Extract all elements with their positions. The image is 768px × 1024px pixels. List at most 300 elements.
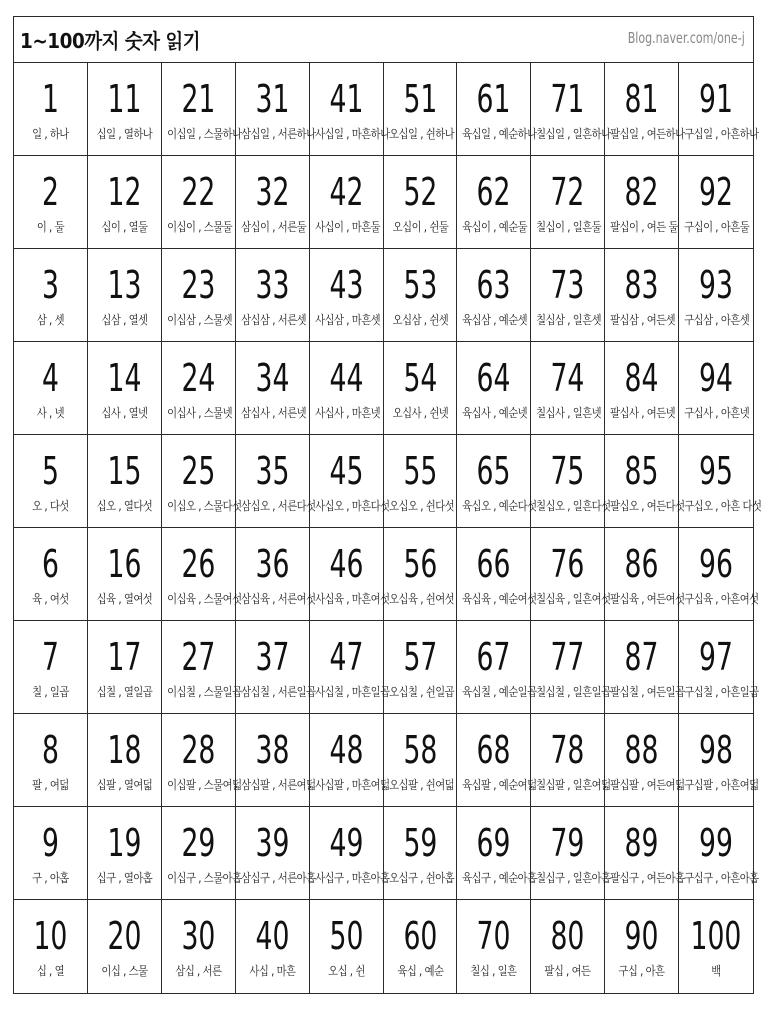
number-cell [236,528,316,621]
number-cell [531,249,605,342]
number-reading: 오십 , 쉰 [327,964,365,978]
number-value: 77 [550,635,585,679]
number-cell [14,342,88,435]
number-cell [14,528,88,621]
number-cell [457,63,537,156]
number-reading: 사십이 , 마흔둘 [314,220,380,234]
number-value: 93 [699,263,734,307]
number-cell [310,528,390,621]
number-value: 55 [402,449,437,493]
number-value: 48 [329,728,364,772]
number-reading: 육십일 , 예순하나 [462,127,537,141]
number-value: 35 [255,449,290,493]
number-reading: 사십사 , 마흔넷 [314,406,380,420]
number-reading: 오십오 , 쉰다섯 [388,499,454,513]
number-reading: 칠 , 일곱 [32,685,69,699]
number-cell [531,900,605,993]
number-reading: 삼십팔 , 서른여덟 [240,778,316,792]
number-reading: 육십팔 , 예순여덟 [462,778,537,792]
number-value: 58 [402,728,437,772]
number-reading: 이 , 둘 [36,220,65,234]
number-value: 53 [402,263,437,307]
number-value: 56 [402,542,437,586]
number-reading: 사십구 , 마흔아홉 [314,871,390,885]
number-reading: 삼십삼 , 서른셋 [240,313,306,327]
number-value: 79 [550,821,585,865]
number-cell [679,342,753,435]
number-cell [605,714,685,807]
number-reading: 구십팔 , 아흔여덟 [684,778,759,792]
number-value: 19 [107,821,142,865]
number-value: 33 [255,263,290,307]
number-reading: 삼십오 , 서른다섯 [240,499,316,513]
number-reading: 팔십오 , 여든다섯 [610,499,685,513]
number-reading: 이십팔 , 스물여덟 [166,778,242,792]
number-reading: 칠십팔 , 일흔여덟 [536,778,611,792]
number-value: 61 [476,77,511,121]
number-reading: 사십 , 마흔 [249,964,296,978]
number-value: 45 [329,449,364,493]
number-reading: 육 , 여섯 [32,592,69,606]
number-value: 96 [699,542,734,586]
number-value: 65 [476,449,511,493]
number-reading: 십칠 , 열일곱 [96,685,153,699]
number-value: 10 [33,914,68,958]
number-cell [236,249,310,342]
number-value: 50 [329,914,364,958]
number-value: 89 [624,821,659,865]
number-reading: 이십 , 스물 [101,964,148,978]
number-value: 64 [476,356,511,400]
number-cell [679,63,759,156]
number-cell [14,63,88,156]
number-reading: 오십사 , 쉰넷 [392,406,448,420]
number-cell [531,714,611,807]
number-value: 54 [402,356,437,400]
number-cell [310,621,390,714]
number-cell [310,714,390,807]
number-grid [14,63,762,993]
number-cell [384,714,458,807]
number-value: 22 [181,170,216,214]
number-reading: 칠십육 , 일흔여섯 [536,592,611,606]
number-value: 68 [476,728,511,772]
number-value: 41 [329,77,364,121]
number-reading: 팔십구 , 여든아홉 [610,871,685,885]
number-reading: 십삼 , 열셋 [101,313,148,327]
number-reading: 구십오 , 아흔 다섯 [684,499,762,513]
number-value: 13 [107,263,142,307]
number-cell [162,807,242,900]
number-reading: 십 , 열 [36,964,65,978]
number-reading: 십팔 , 열여덟 [96,778,153,792]
number-value: 52 [402,170,437,214]
number-cell [162,435,242,528]
number-value: 44 [329,356,364,400]
number-cell [605,528,685,621]
number-reading: 이십오 , 스물다섯 [166,499,242,513]
number-cell [457,714,537,807]
number-value: 42 [329,170,364,214]
number-value: 4 [41,356,59,400]
number-reading: 팔십칠 , 여든일곱 [610,685,685,699]
number-value: 82 [624,170,659,214]
number-cell [605,807,685,900]
number-reading: 사십삼 , 마흔셋 [314,313,380,327]
number-value: 49 [329,821,364,865]
number-reading: 육십사 , 예순넷 [462,406,528,420]
number-cell [14,807,88,900]
number-value: 6 [41,542,59,586]
number-cell [531,528,611,621]
number-cell [162,249,236,342]
number-reading: 삼십사 , 서른넷 [240,406,306,420]
number-reading: 이십육 , 스물여섯 [166,592,242,606]
number-reading: 사십육 , 마흔여섯 [314,592,390,606]
number-reading: 육십삼 , 예순셋 [462,313,528,327]
number-cell [88,900,162,993]
number-cell [88,156,162,249]
number-cell [310,63,390,156]
number-value: 11 [107,77,142,121]
number-reading: 칠십오 , 일흔다섯 [536,499,611,513]
number-reading: 이십이 , 스물둘 [166,220,232,234]
number-reading: 구십사 , 아흔넷 [684,406,750,420]
number-cell [236,714,316,807]
number-cell [531,156,605,249]
number-reading: 오십삼 , 쉰셋 [392,313,448,327]
number-reading: 구십구 , 아흔아홉 [684,871,759,885]
number-cell [88,807,162,900]
number-cell [162,900,236,993]
number-cell [236,156,310,249]
number-reading: 이십삼 , 스물셋 [166,313,232,327]
number-cell [531,435,611,528]
number-cell [531,807,611,900]
number-cell [605,156,679,249]
number-value: 71 [550,77,585,121]
number-reading: 구십육 , 아흔여섯 [684,592,759,606]
number-value: 91 [699,77,734,121]
number-cell [457,156,531,249]
number-cell [162,63,242,156]
number-reading: 육십육 , 예순여섯 [462,592,537,606]
number-cell [679,621,759,714]
number-value: 16 [107,542,142,586]
number-reading: 오십육 , 쉰여섯 [388,592,454,606]
number-value: 37 [255,635,290,679]
number-value: 39 [255,821,290,865]
number-cell [162,342,236,435]
number-reading: 구십 , 아흔 [618,964,665,978]
number-reading: 칠십이 , 일흔둘 [536,220,602,234]
number-value: 28 [181,728,216,772]
number-cell [88,621,162,714]
number-reading: 이십일 , 스물하나 [166,127,242,141]
number-cell [384,435,458,528]
number-reading: 삼십일 , 서른하나 [240,127,316,141]
number-reading: 삼십칠 , 서른일곱 [240,685,316,699]
number-cell [310,900,384,993]
number-reading: 사 , 넷 [36,406,65,420]
number-value: 97 [699,635,734,679]
number-value: 18 [107,728,142,772]
number-value: 3 [41,263,59,307]
number-value: 94 [699,356,734,400]
number-value: 8 [41,728,59,772]
number-cell [88,528,162,621]
number-cell [605,249,679,342]
number-value: 62 [476,170,511,214]
number-cell [88,249,162,342]
number-value: 30 [181,914,216,958]
number-cell [14,621,88,714]
number-cell [14,156,88,249]
number-cell [384,342,458,435]
number-value: 87 [624,635,659,679]
number-value: 51 [402,77,437,121]
number-value: 15 [107,449,142,493]
number-reading: 구십칠 , 아흔일곱 [684,685,759,699]
number-cell [531,63,611,156]
number-reading: 사십칠 , 마흔일곱 [314,685,390,699]
number-reading: 사십오 , 마흔다섯 [314,499,390,513]
number-cell [14,435,88,528]
number-chart-sheet [13,16,762,994]
number-reading: 십일 , 열하나 [96,127,153,141]
number-cell [88,714,162,807]
number-cell [457,528,537,621]
number-cell [384,528,458,621]
number-reading: 이십구 , 스물아홉 [166,871,242,885]
number-reading: 오 , 다섯 [32,499,69,513]
number-reading: 십이 , 열둘 [101,220,148,234]
number-value: 43 [329,263,364,307]
number-value: 20 [107,914,142,958]
number-reading: 삼십이 , 서른둘 [240,220,306,234]
number-reading: 칠십 , 일흔 [470,964,517,978]
number-cell [605,621,685,714]
number-cell [14,249,88,342]
number-cell [457,435,537,528]
number-value: 63 [476,263,511,307]
number-reading: 팔십일 , 여든하나 [610,127,685,141]
number-cell [88,63,162,156]
number-cell [14,714,88,807]
number-cell [457,900,531,993]
number-cell [679,807,759,900]
number-value: 24 [181,356,216,400]
number-cell [679,714,759,807]
number-reading: 칠십일 , 일흔하나 [536,127,611,141]
number-reading: 팔십 , 여든 [544,964,591,978]
number-reading: 팔십이 , 여든 둘 [610,220,679,234]
number-reading: 사십팔 , 마흔여덟 [314,778,390,792]
number-cell [236,807,316,900]
number-cell [679,528,759,621]
number-cell [310,435,390,528]
number-reading: 오십칠 , 쉰일곱 [388,685,454,699]
number-reading: 삼십 , 서른 [175,964,222,978]
number-value: 17 [107,635,142,679]
number-cell [236,435,316,528]
number-reading: 백 [711,964,721,978]
number-cell [384,900,458,993]
number-value: 29 [181,821,216,865]
number-value: 72 [550,170,585,214]
chart-header [14,17,753,63]
number-value: 46 [329,542,364,586]
number-value: 1 [41,77,59,121]
number-reading: 일 , 하나 [32,127,69,141]
number-reading: 구십삼 , 아흔셋 [684,313,750,327]
number-value: 78 [550,728,585,772]
number-reading: 칠십사 , 일흔넷 [536,406,602,420]
number-value: 38 [255,728,290,772]
number-reading: 팔십사 , 여든넷 [610,406,676,420]
number-value: 14 [107,356,142,400]
number-value: 80 [550,914,585,958]
number-cell [162,621,242,714]
number-reading: 육십 , 예순 [396,964,443,978]
number-cell [605,342,679,435]
number-value: 74 [550,356,585,400]
number-value: 75 [550,449,585,493]
number-value: 7 [41,635,59,679]
number-cell [605,63,685,156]
number-cell [384,63,458,156]
number-cell [162,714,242,807]
number-cell [236,63,316,156]
number-cell [310,807,390,900]
number-value: 25 [181,449,216,493]
number-cell [384,621,458,714]
number-value: 86 [624,542,659,586]
number-reading: 십오 , 열다섯 [96,499,153,513]
number-value: 70 [476,914,511,958]
number-cell [605,435,685,528]
number-reading: 팔 , 여덟 [32,778,69,792]
number-reading: 팔십팔 , 여든여덟 [610,778,685,792]
number-value: 83 [624,263,659,307]
number-cell [605,900,679,993]
number-cell [531,342,605,435]
number-value: 9 [41,821,59,865]
number-reading: 육십이 , 예순둘 [462,220,528,234]
number-value: 59 [402,821,437,865]
number-reading: 삼십구 , 서른아홉 [240,871,316,885]
number-reading: 삼 , 셋 [36,313,65,327]
number-value: 27 [181,635,216,679]
number-value: 92 [699,170,734,214]
number-value: 34 [255,356,290,400]
number-cell [384,249,458,342]
number-value: 90 [624,914,659,958]
number-cell [679,435,762,528]
number-value: 69 [476,821,511,865]
number-reading: 팔십삼 , 여든셋 [610,313,676,327]
number-value: 23 [181,263,216,307]
number-cell [679,156,753,249]
number-value: 76 [550,542,585,586]
number-cell [457,807,537,900]
number-cell [384,156,458,249]
number-reading: 사십일 , 마흔하나 [314,127,390,141]
number-reading: 구 , 아홉 [32,871,69,885]
number-value: 31 [255,77,290,121]
number-cell [236,621,316,714]
number-cell [531,621,611,714]
number-reading: 칠십구 , 일흔아홉 [536,871,611,885]
number-reading: 구십이 , 아흔둘 [684,220,750,234]
blog-credit: Blog.naver.com/one-j [627,29,745,47]
number-reading: 칠십삼 , 일흔셋 [536,313,602,327]
number-value: 84 [624,356,659,400]
number-value: 5 [41,449,59,493]
number-cell [457,342,531,435]
number-reading: 육십구 , 예순아홉 [462,871,537,885]
number-reading: 이십칠 , 스물일곱 [166,685,242,699]
number-cell [384,807,458,900]
number-reading: 팔십육 , 여든여섯 [610,592,685,606]
number-reading: 육십오 , 예순다섯 [462,499,537,513]
number-value: 73 [550,263,585,307]
number-cell [88,342,162,435]
number-reading: 오십팔 , 쉰여덟 [388,778,454,792]
number-value: 98 [699,728,734,772]
number-cell [310,249,384,342]
number-reading: 오십구 , 쉰아홉 [388,871,454,885]
number-value: 47 [329,635,364,679]
number-value: 36 [255,542,290,586]
number-reading: 이십사 , 스물넷 [166,406,232,420]
number-value: 12 [107,170,142,214]
number-value: 26 [181,542,216,586]
number-value: 100 [690,914,742,958]
number-value: 21 [181,77,216,121]
number-reading: 칠십칠 , 일흔일곱 [536,685,611,699]
number-cell [310,342,384,435]
number-value: 81 [624,77,659,121]
number-value: 40 [255,914,290,958]
number-value: 85 [624,449,659,493]
number-reading: 육십칠 , 예순일곱 [462,685,537,699]
number-value: 88 [624,728,659,772]
number-value: 60 [402,914,437,958]
number-value: 99 [699,821,734,865]
number-cell [162,528,242,621]
number-value: 95 [699,449,734,493]
number-cell [236,900,310,993]
number-reading: 십구 , 열아홉 [96,871,153,885]
number-reading: 십사 , 열넷 [101,406,148,420]
number-cell [457,621,537,714]
number-cell [236,342,310,435]
number-value: 66 [476,542,511,586]
number-cell [457,249,531,342]
number-value: 57 [402,635,437,679]
number-reading: 삼십육 , 서른여섯 [240,592,316,606]
number-reading: 오십일 , 쉰하나 [388,127,454,141]
number-cell [679,900,753,993]
number-reading: 오십이 , 쉰둘 [392,220,448,234]
number-reading: 구십일 , 아흔하나 [684,127,759,141]
number-cell [88,435,162,528]
number-value: 32 [255,170,290,214]
number-value: 67 [476,635,511,679]
number-cell [162,156,236,249]
number-value: 2 [41,170,59,214]
